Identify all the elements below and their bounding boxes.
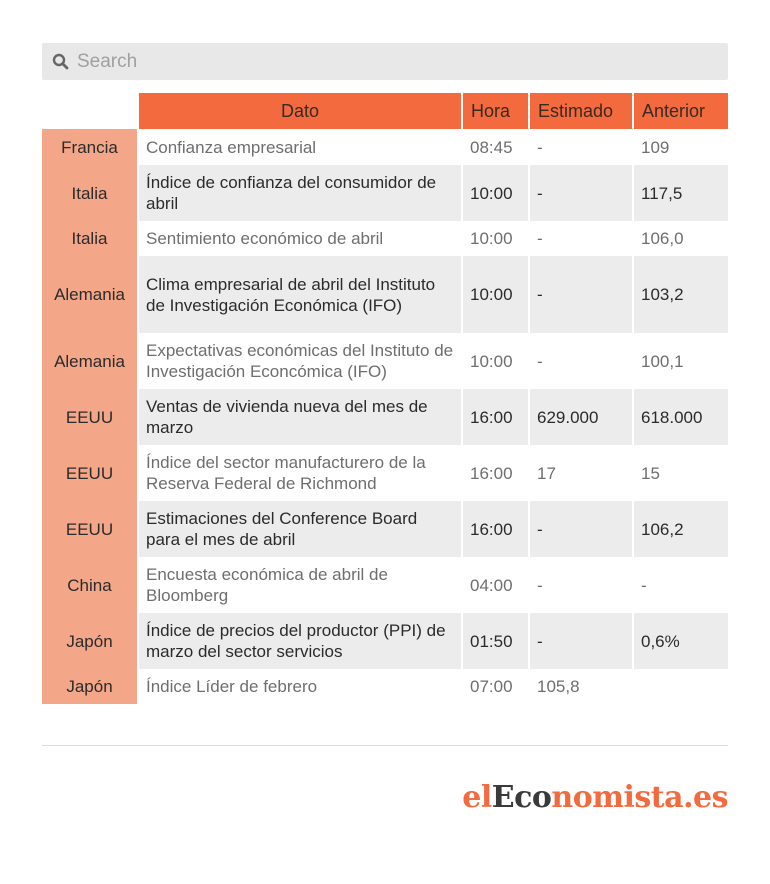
estimado-cell: - bbox=[530, 129, 634, 165]
hora-cell: 01:50 bbox=[463, 613, 530, 669]
anterior-cell: 103,2 bbox=[634, 256, 728, 333]
table-row bbox=[42, 557, 728, 613]
dato-cell: Clima empresarial de abril del Instituto de Investigación Económica (IFO) bbox=[139, 256, 463, 333]
hora-cell: 10:00 bbox=[463, 256, 530, 333]
hora-cell: 04:00 bbox=[463, 557, 530, 613]
table-row bbox=[42, 333, 728, 389]
estimado-cell: - bbox=[530, 557, 634, 613]
economic-calendar-table bbox=[42, 93, 728, 704]
table-row bbox=[42, 165, 728, 221]
dato-cell: Sentimiento económico de abril bbox=[139, 221, 463, 256]
anterior-cell: 100,1 bbox=[634, 333, 728, 389]
estimado-cell: - bbox=[530, 613, 634, 669]
country-cell: China bbox=[42, 557, 139, 613]
table-row bbox=[42, 221, 728, 256]
estimado-cell: - bbox=[530, 221, 634, 256]
dato-cell: Encuesta económica de abril de Bloomberg bbox=[139, 557, 463, 613]
header-hora: Hora bbox=[463, 93, 530, 129]
country-cell: Japón bbox=[42, 669, 139, 704]
estimado-cell: 17 bbox=[530, 445, 634, 501]
country-cell: Italia bbox=[42, 221, 139, 256]
dato-cell: Ventas de vivienda nueva del mes de marzo bbox=[139, 389, 463, 445]
dato-cell: Estimaciones del Conference Board para el mes de abril bbox=[139, 501, 463, 557]
hora-cell: 10:00 bbox=[463, 333, 530, 389]
header-dato: Dato bbox=[139, 93, 463, 129]
hora-cell: 07:00 bbox=[463, 669, 530, 704]
country-cell: Francia bbox=[42, 129, 139, 165]
anterior-cell: 109 bbox=[634, 129, 728, 165]
logo-part-el: el bbox=[462, 780, 492, 815]
table-row bbox=[42, 669, 728, 704]
country-cell: EEUU bbox=[42, 501, 139, 557]
search-input[interactable] bbox=[77, 51, 677, 73]
header-estimado: Estimado bbox=[530, 93, 634, 129]
table-row bbox=[42, 129, 728, 165]
country-cell: Alemania bbox=[42, 333, 139, 389]
country-cell: Japón bbox=[42, 613, 139, 669]
hora-cell: 16:00 bbox=[463, 389, 530, 445]
hora-cell: 10:00 bbox=[463, 165, 530, 221]
dato-cell: Expectativas económicas del Instituto de Investigación Econcómica (IFO) bbox=[139, 333, 463, 389]
logo-part-eco: Eco bbox=[491, 780, 552, 815]
anterior-cell: 618.000 bbox=[634, 389, 728, 445]
country-cell: EEUU bbox=[42, 445, 139, 501]
dato-cell: Índice de confianza del consumidor de abril bbox=[139, 165, 463, 221]
dato-cell: Índice del sector manufacturero de la Reserva Federal de Richmond bbox=[139, 445, 463, 501]
table-row bbox=[42, 389, 728, 445]
logo-part-nomista: nomista.es bbox=[551, 780, 728, 815]
anterior-cell bbox=[634, 669, 728, 704]
dato-cell: Índice Líder de febrero bbox=[139, 669, 463, 704]
table-row bbox=[42, 256, 728, 333]
table-row bbox=[42, 501, 728, 557]
search-bar[interactable] bbox=[42, 43, 728, 80]
hora-cell: 16:00 bbox=[463, 501, 530, 557]
dato-cell: Índice de precios del productor (PPI) de marzo del sector servicios bbox=[139, 613, 463, 669]
table-header-row bbox=[42, 93, 728, 129]
country-cell: EEUU bbox=[42, 389, 139, 445]
estimado-cell: - bbox=[530, 256, 634, 333]
table-row bbox=[42, 613, 728, 669]
hora-cell: 16:00 bbox=[463, 445, 530, 501]
anterior-cell: 0,6% bbox=[634, 613, 728, 669]
header-blank bbox=[42, 93, 139, 129]
anterior-cell: 106,2 bbox=[634, 501, 728, 557]
header-anterior: Anterior bbox=[634, 93, 728, 129]
hora-cell: 10:00 bbox=[463, 221, 530, 256]
search-icon bbox=[52, 53, 69, 70]
estimado-cell: - bbox=[530, 501, 634, 557]
dato-cell: Confianza empresarial bbox=[139, 129, 463, 165]
anterior-cell: 106,0 bbox=[634, 221, 728, 256]
footer-divider bbox=[42, 745, 728, 746]
estimado-cell: - bbox=[530, 333, 634, 389]
hora-cell: 08:45 bbox=[463, 129, 530, 165]
anterior-cell: 117,5 bbox=[634, 165, 728, 221]
eleconomista-logo[interactable] bbox=[462, 780, 728, 815]
table-row bbox=[42, 445, 728, 501]
country-cell: Alemania bbox=[42, 256, 139, 333]
estimado-cell: 629.000 bbox=[530, 389, 634, 445]
country-cell: Italia bbox=[42, 165, 139, 221]
anterior-cell: 15 bbox=[634, 445, 728, 501]
estimado-cell: 105,8 bbox=[530, 669, 634, 704]
anterior-cell: - bbox=[634, 557, 728, 613]
estimado-cell: - bbox=[530, 165, 634, 221]
